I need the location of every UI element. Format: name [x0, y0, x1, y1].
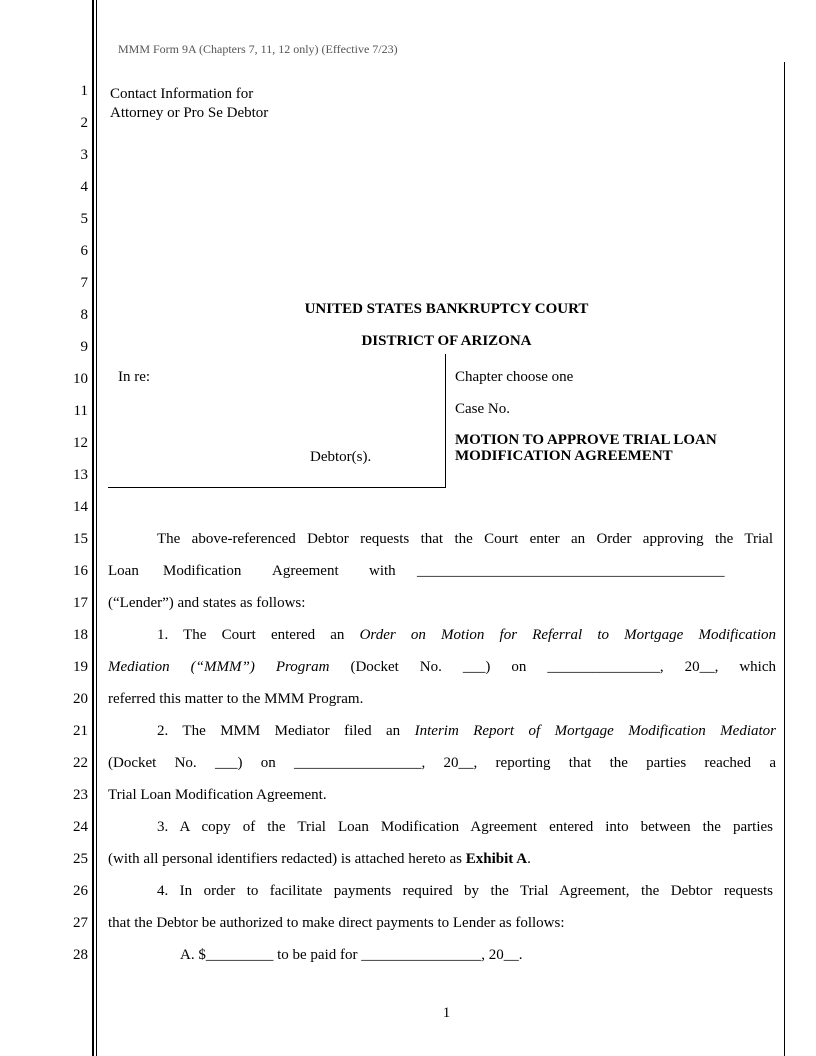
program-title-italic: Mediation (“MMM”) Program [108, 659, 330, 675]
line-number: 3 [80, 147, 88, 163]
body-line-17: (“Lender”) and states as follows: [108, 595, 306, 611]
order-title-italic: Order on Motion for Referral to Mortgage Modification [359, 627, 776, 643]
line-number: 18 [73, 627, 88, 643]
line-number: 21 [73, 723, 88, 739]
line-number: 20 [73, 691, 88, 707]
caption-case-number: Case No. [455, 401, 510, 417]
body-line-22: (Docket No. ___) on _________________, 20__, reporting that the parties reached a [108, 755, 776, 771]
body-line-21-lead: 2. The MMM Mediator filed an [157, 723, 415, 739]
caption-divider-vertical [445, 354, 446, 487]
body-line-19 [108, 658, 776, 676]
body-line-18 [157, 626, 776, 644]
line-number: 11 [73, 403, 88, 419]
line-number: 7 [80, 275, 88, 291]
line-number: 15 [73, 531, 88, 547]
caption-debtor-label: Debtor(s). [310, 449, 372, 465]
line-number: 4 [80, 179, 88, 195]
body-line-24: 3. A copy of the Trial Loan Modification Agreement entered into between the parties [157, 819, 773, 835]
contact-info-line2: Attorney or Pro Se Debtor [110, 105, 269, 121]
line-number: 19 [73, 659, 88, 675]
body-line-16-word: with [369, 563, 396, 579]
line-number: 26 [73, 883, 88, 899]
line-number: 2 [80, 115, 88, 131]
body-line-19-rest: (Docket No. ___) on _______________, 20__, which [350, 659, 777, 675]
line-number: 5 [80, 211, 88, 227]
line-number: 22 [73, 755, 88, 771]
report-title-italic: Interim Report of Mortgage Modification Mediator [414, 723, 776, 739]
body-line-23: Trial Loan Modification Agreement. [108, 787, 327, 803]
line-number: 16 [73, 563, 88, 579]
body-line-16-word: Modification [163, 563, 242, 579]
right-margin-rule [784, 62, 785, 1056]
body-line-25-end: . [527, 851, 531, 867]
page-number: 1 [442, 1005, 451, 1021]
line-number: 17 [73, 595, 88, 611]
body-line-15: The above-referenced Debtor requests that the Court enter an Order approving the Trial [157, 531, 773, 547]
caption-chapter: Chapter choose one [455, 369, 574, 385]
form-identifier: MMM Form 9A (Chapters 7, 11, 12 only) (Effective 7/23) [118, 42, 398, 56]
line-number: 12 [73, 435, 88, 451]
motion-title-line2: MODIFICATION AGREEMENT [455, 448, 673, 464]
court-district: DISTRICT OF ARIZONA [361, 333, 532, 349]
line-number: 13 [73, 467, 88, 483]
line-number: 25 [73, 851, 88, 867]
motion-title-line1: MOTION TO APPROVE TRIAL LOAN [455, 432, 717, 448]
body-line-25-lead: (with all personal identifiers redacted) is attached hereto as [108, 851, 466, 867]
body-line-27: that the Debtor be authorized to make direct payments to Lender as follows: [108, 915, 565, 931]
line-number: 9 [80, 339, 88, 355]
line-number: 10 [73, 371, 88, 387]
court-name: UNITED STATES BANKRUPTCY COURT [304, 301, 589, 317]
line-number: 14 [73, 499, 88, 515]
body-line-16-word: Loan [108, 563, 139, 579]
line-number: 1 [80, 83, 88, 99]
body-line-21 [157, 722, 776, 740]
body-line-25 [108, 850, 531, 868]
line-number: 8 [80, 307, 88, 323]
left-margin-rule-inner [96, 0, 97, 1056]
lender-name-blank: _________________________________________ [417, 563, 725, 579]
body-line-18-lead: 1. The Court entered an [157, 627, 360, 643]
contact-info-line1: Contact Information for [110, 86, 254, 102]
left-margin-rule-outer [92, 0, 94, 1056]
exhibit-a-reference: Exhibit A [465, 851, 528, 867]
caption-in-re: In re: [118, 369, 151, 385]
line-number: 27 [73, 915, 88, 931]
line-number: 28 [73, 947, 88, 963]
line-number: 23 [73, 787, 88, 803]
body-line-26: 4. In order to facilitate payments required by the Trial Agreement, the Debtor requests [157, 883, 773, 899]
caption-divider-horizontal [108, 487, 446, 488]
line-number: 6 [80, 243, 88, 259]
line-number: 24 [73, 819, 88, 835]
payment-line-a: A. $_________ to be paid for ________________, 20__. [180, 947, 523, 963]
body-line-16-word: Agreement [272, 563, 339, 579]
body-line-20: referred this matter to the MMM Program. [108, 691, 364, 707]
